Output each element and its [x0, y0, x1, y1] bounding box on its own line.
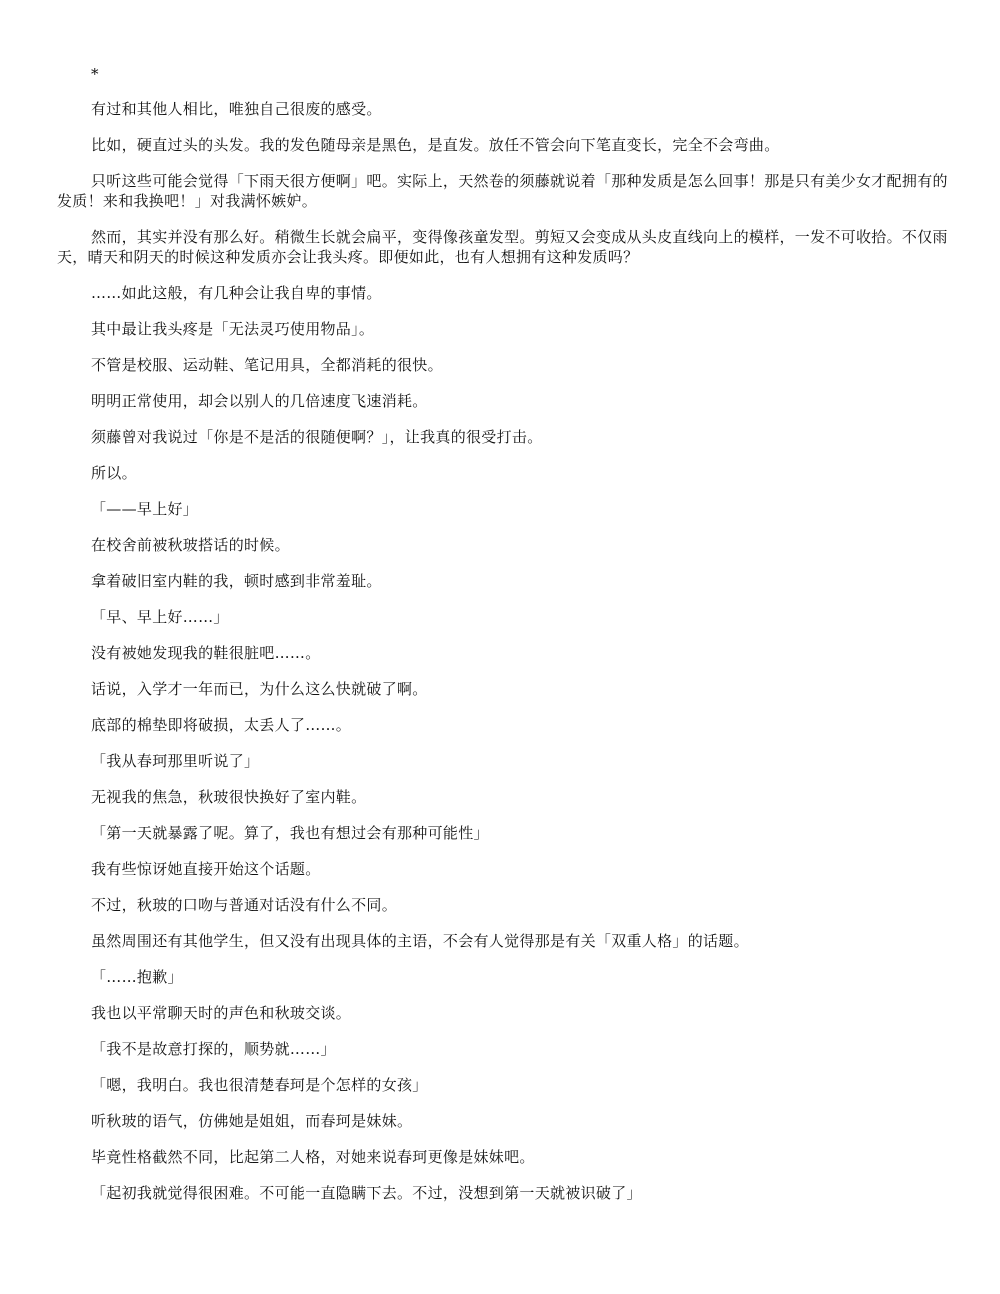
- paragraph: 话说，入学才一年而已，为什么这么快就破了啊。: [91, 680, 428, 698]
- paragraph: 「第一天就暴露了呢。算了，我也有想过会有那种可能性」: [91, 824, 489, 842]
- paragraph: 「早、早上好……」: [91, 608, 229, 626]
- paragraph-list: [57, 99, 950, 1203]
- paragraph: 虽然周围还有其他学生，但又没有出现具体的主语，不会有人觉得那是有关「双重人格」的话题。: [91, 932, 749, 950]
- paragraph: 我有些惊讶她直接开始这个话题。: [91, 860, 321, 878]
- paragraph: 无视我的焦急，秋玻很快换好了室内鞋。: [91, 788, 367, 806]
- paragraph: 有过和其他人相比，唯独自己很废的感受。: [91, 100, 382, 118]
- paragraph: 底部的棉垫即将破损，太丢人了……。: [91, 716, 352, 734]
- paragraph: 在校舍前被秋玻搭话的时候。: [91, 536, 290, 554]
- paragraph: 须藤曾对我说过「你是不是活的很随便啊？」，让我真的很受打击。: [91, 428, 543, 446]
- paragraph: 不管是校服、运动鞋、笔记用具，全都消耗的很快。: [91, 356, 443, 374]
- section-separator: *: [91, 65, 99, 83]
- paragraph: 所以。: [91, 464, 137, 482]
- paragraph: 我也以平常聊天时的声色和秋玻交谈。: [91, 1004, 352, 1022]
- paragraph: 不过，秋玻的口吻与普通对话没有什么不同。: [91, 896, 398, 914]
- paragraph: 然而，其实并没有那么好。稍微生长就会扁平，变得像孩童发型。剪短又会变成从头皮直线向上的模样，一发不可收拾。不仅雨天，晴天和阴天的时候这种发质亦会让我头疼。即便如此，也有人想拥有这种发质吗？: [57, 228, 948, 266]
- paragraph: 明明正常使用，却会以别人的几倍速度飞速消耗。: [91, 392, 428, 410]
- paragraph: 「我从春珂那里听说了」: [91, 752, 260, 770]
- paragraph: 只听这些可能会觉得「下雨天很方便啊」吧。实际上，天然卷的须藤就说着「那种发质是怎么回事！那是只有美少女才配拥有的发质！来和我换吧！」对我满怀嫉妒。: [57, 172, 948, 210]
- paragraph: 没有被她发现我的鞋很脏吧……。: [91, 644, 321, 662]
- paragraph: 比如，硬直过头的头发。我的发色随母亲是黑色，是直发。放任不管会向下笔直变长，完全不会弯曲。: [91, 136, 780, 154]
- paragraph: 「——早上好」: [91, 500, 199, 518]
- paragraph: 「我不是故意打探的，顺势就……」: [91, 1040, 336, 1058]
- paragraph: ……如此这般，有几种会让我自卑的事情。: [91, 284, 382, 302]
- paragraph: 听秋玻的语气，仿佛她是姐姐，而春珂是妹妹。: [91, 1112, 413, 1130]
- paragraph: 「嗯，我明白。我也很清楚春珂是个怎样的女孩」: [91, 1076, 428, 1094]
- paragraph: 「起初我就觉得很困难。不可能一直隐瞒下去。不过，没想到第一天就被识破了」: [91, 1184, 642, 1202]
- paragraph: 其中最让我头疼是「无法灵巧使用物品」。: [91, 320, 375, 338]
- document-page: [57, 64, 950, 1219]
- paragraph: 拿着破旧室内鞋的我，顿时感到非常羞耻。: [91, 572, 382, 590]
- paragraph: 毕竟性格截然不同，比起第二人格，对她来说春珂更像是妹妹吧。: [91, 1148, 535, 1166]
- paragraph: 「……抱歉」: [91, 968, 183, 986]
